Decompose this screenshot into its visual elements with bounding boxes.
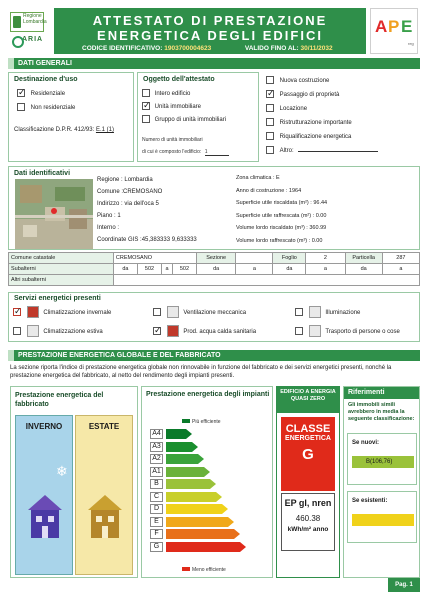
- option-passaggio-proprieta[interactable]: [266, 90, 339, 98]
- scale-bar-b: [166, 479, 210, 489]
- option-unita-immobiliare[interactable]: [142, 102, 201, 110]
- svc-trasporto[interactable]: [295, 325, 400, 337]
- ape-small-text: reg: [408, 41, 414, 46]
- document-title-bar: [54, 8, 366, 54]
- title-line-1: ATTESTATO DI PRESTAZIONE: [92, 13, 328, 28]
- inverno-panel: [15, 415, 73, 575]
- ape-logo: [370, 8, 418, 54]
- tap-icon: [167, 325, 179, 337]
- vol-riscaldato-value: 360.99: [309, 225, 327, 231]
- ape-letter-e: E: [401, 17, 413, 36]
- gis-value: 45,383333 9,633333: [141, 237, 197, 243]
- scale-bar-a2: [166, 454, 198, 464]
- oggetto-box: [137, 72, 259, 162]
- piu-efficiente-label: Più efficiente: [182, 419, 221, 425]
- scale-bar-g: [166, 542, 240, 552]
- classe-value: G: [302, 446, 314, 463]
- sup-raffrescata-row: Superficie utile raffrescata (m²) : 0.00: [236, 212, 327, 219]
- estate-label: ESTATE: [88, 422, 120, 431]
- energetica-title: ENERGETICA: [285, 435, 331, 442]
- altri-subalterni-value: [113, 275, 419, 286]
- impianti-title: Prestazione energetica degli impianti: [146, 391, 270, 398]
- scale-class-a1: A1: [150, 467, 163, 477]
- sub-a-label-4: a: [382, 264, 419, 275]
- non-residenziale-checkbox[interactable]: [17, 103, 25, 111]
- valid-value: 30/11/2032: [300, 45, 333, 52]
- sub-da-label-3: da: [273, 264, 306, 275]
- subalterni-label: Subalterni: [9, 264, 114, 275]
- intero-edificio-label: Intero edificio: [154, 90, 191, 97]
- residenziale-label: Residenziale: [30, 90, 66, 97]
- nuovi-value: B(106,76): [352, 456, 414, 468]
- sup-riscaldata-row: Superficie utile riscaldata (m²) : 96.44: [236, 200, 328, 206]
- nuova-costruzione-label: Nuova costruzione: [279, 77, 330, 84]
- scale-class-c: C: [150, 492, 163, 502]
- sub-a-label-2: a: [236, 264, 273, 275]
- section-prestazione-globale: PRESTAZIONE ENERGETICA GLOBALE E DEL FABBRICATO: [8, 350, 420, 361]
- lightbulb-icon: [309, 306, 321, 318]
- zona-climatica-row: Zona climatica : E: [236, 175, 280, 181]
- estate-panel: [75, 415, 133, 575]
- house-winter-icon: [16, 440, 74, 570]
- sezione-value: [236, 253, 273, 264]
- sub-da-label-4: da: [345, 264, 382, 275]
- scale-bar-a3: [166, 442, 192, 452]
- code-line: [54, 45, 366, 52]
- identificativi-left: [97, 177, 217, 249]
- aerial-photo: [15, 179, 93, 249]
- scale-class-g: G: [150, 542, 163, 552]
- piano-row: Piano : 1: [97, 213, 121, 219]
- sub-a-label-3: a: [306, 264, 345, 275]
- ape-letter-p: P: [388, 17, 400, 36]
- catasto-row-comune: [9, 253, 420, 264]
- identificativi-title: Dati identificativi: [14, 170, 71, 177]
- vol-riscaldato-row: Volume lordo riscaldato (m³) : 360.99: [236, 225, 327, 231]
- esistenti-label: Se esistenti:: [352, 498, 388, 504]
- riqualificazione-checkbox[interactable]: [266, 132, 274, 140]
- unita-immobiliare-label: Unità immobiliare: [154, 103, 202, 110]
- intero-edificio-checkbox[interactable]: [142, 89, 150, 97]
- aria-logo: ARIA: [10, 34, 50, 46]
- sub-a-label-1: a: [162, 264, 173, 275]
- valid-label: VALIDO FINO AL:: [244, 45, 299, 52]
- trasporto-label: Trasporto di persone o cose: [325, 328, 400, 335]
- altri-subalterni-label: Altri subalterni: [9, 275, 114, 286]
- nuovi-panel: [347, 433, 417, 485]
- scale-bar-c: [166, 492, 216, 502]
- comune-catastale-label: Comune catastale: [9, 253, 114, 264]
- gruppo-unita-checkbox[interactable]: [142, 115, 150, 123]
- riqualificazione-label: Riqualificazione energetica: [279, 133, 352, 140]
- option-riqualificazione[interactable]: [266, 132, 351, 140]
- sub-from-value: 502: [137, 264, 161, 275]
- radiator-icon: [27, 306, 39, 318]
- scale-bar-e: [166, 517, 228, 527]
- sub-to-value: 502: [172, 264, 196, 275]
- locazione-label: Locazione: [279, 105, 308, 112]
- oggetto-title: Oggetto dell'attestato: [143, 76, 215, 83]
- sezione-label: Sezione: [196, 253, 235, 264]
- option-non-residenziale[interactable]: [17, 103, 75, 111]
- section-dati-generali: DATI GENERALI: [8, 58, 420, 69]
- sub-da-label-2: da: [196, 264, 235, 275]
- acqua-calda-label: Prod. acqua calda sanitaria: [183, 328, 257, 335]
- motivo-list: [266, 76, 420, 160]
- inverno-label: INVERNO: [25, 422, 63, 431]
- fabbricato-box: [10, 386, 138, 578]
- ape-letter-a: A: [375, 17, 388, 36]
- classe-badge: [281, 417, 335, 491]
- servizi-title: Servizi energetici presenti: [14, 295, 101, 302]
- riferimenti-title: Riferimenti: [344, 387, 419, 399]
- gruppo-unita-label: Gruppo di unità immobiliari: [154, 116, 227, 123]
- comune-catastale-value: CREMOSANO: [113, 253, 196, 264]
- ristrutturazione-label: Ristrutturazione importante: [279, 119, 352, 126]
- svc-climatizzazione-estiva[interactable]: [13, 325, 103, 337]
- climatizzazione-invernale-label: Climatizzazione invernale: [43, 309, 112, 316]
- esistenti-value: [352, 514, 414, 526]
- vol-raffrescato-value: 0.00: [311, 237, 323, 244]
- piano-value: 1: [117, 213, 121, 219]
- illuminazione-label: Illuminazione: [325, 309, 361, 316]
- altro-input[interactable]: [298, 151, 378, 152]
- nuova-costruzione-checkbox[interactable]: [266, 76, 274, 84]
- ep-value: 460.38: [295, 514, 321, 523]
- regione-row: Regione : Lombardia: [97, 177, 153, 183]
- region-logo: Regione Lombardia: [10, 12, 44, 32]
- anno-costruzione-row: Anno di costruzione : 1964: [236, 187, 302, 194]
- catasto-table: [8, 252, 420, 286]
- anno-costruzione-value: 1964: [288, 187, 302, 194]
- meno-efficiente-label: Meno efficiente: [182, 567, 226, 573]
- ep-unit: kWh/m² anno: [287, 526, 329, 533]
- ventilazione-checkbox[interactable]: [153, 308, 161, 316]
- impianti-box: [141, 386, 273, 578]
- num-units-value: 1: [205, 149, 229, 156]
- scale-bar-f: [166, 529, 234, 539]
- comune-row: Comune :CREMOSANO: [97, 189, 163, 195]
- nzeb-text: EDIFICIO A ENERGIA QUASI ZERO: [277, 387, 339, 413]
- num-units-label-1: Numero di unità immobiliari: [142, 137, 203, 143]
- altro-label: Altro:: [279, 147, 294, 154]
- house-summer-icon: [76, 440, 134, 570]
- code-value: 1903700004623: [164, 45, 212, 52]
- scale-bar-a1: [166, 467, 204, 477]
- sup-riscaldata-value: 96.44: [313, 200, 328, 206]
- gis-row: Coordinate GIS :45,383333 9,633333: [97, 237, 197, 243]
- non-residenziale-label: Non residenziale: [30, 104, 76, 111]
- scale-bar-a4: [166, 429, 186, 439]
- option-nuova-costruzione[interactable]: [266, 76, 329, 84]
- climatizzazione-estiva-label: Climatizzazione estiva: [43, 328, 103, 335]
- destinazione-title: Destinazione d'uso: [14, 76, 78, 83]
- riferimenti-desc: Gli immobili simili avrebbero in media la seguente classificazione:: [348, 402, 415, 422]
- identificativi-right: [236, 175, 416, 250]
- sup-raffrescata-value: 0.00: [315, 212, 327, 219]
- catasto-row-altri: [9, 275, 420, 286]
- scale-class-a3: A3: [150, 442, 163, 452]
- trasporto-checkbox[interactable]: [295, 327, 303, 335]
- zona-climatica-value: E: [276, 175, 280, 181]
- foglio-label: Foglio: [273, 253, 306, 264]
- option-altro[interactable]: [266, 146, 378, 154]
- riferimenti-box: [343, 386, 420, 578]
- option-locazione[interactable]: [266, 104, 307, 112]
- option-residenziale[interactable]: [17, 89, 65, 97]
- ep-label: EP gl, nren: [284, 498, 332, 508]
- scale-class-b: B: [150, 479, 163, 489]
- scale-class-a4: A4: [150, 429, 163, 439]
- option-gruppo-unita[interactable]: [142, 115, 226, 123]
- climatizzazione-estiva-checkbox[interactable]: [13, 327, 21, 335]
- fabbricato-title: Prestazione energetica del fabbricato: [15, 392, 104, 408]
- classe-title: CLASSE: [285, 423, 331, 435]
- ristrutturazione-checkbox[interactable]: [266, 118, 274, 126]
- indirizzo-row: Indirizzo : via dell'oca 5: [97, 201, 159, 207]
- scale-class-a2: A2: [150, 454, 163, 464]
- classification-value: E.1 (1): [95, 127, 114, 133]
- interno-row: Interno :: [97, 225, 120, 231]
- classification: Classificazione D.P.R. 412/93: E.1 (1): [14, 127, 114, 133]
- fan-icon: [167, 306, 179, 318]
- sub-da-label-1: da: [113, 264, 137, 275]
- nuovi-label: Se nuovi:: [352, 440, 380, 446]
- vol-raffrescato-row: Volume lordo raffrescato (m³) : 0.00: [236, 237, 323, 244]
- climatizzazione-invernale-checkbox[interactable]: [13, 308, 21, 316]
- altro-checkbox[interactable]: [266, 146, 274, 154]
- passaggio-proprieta-checkbox[interactable]: [266, 90, 274, 98]
- scale-bar-d: [166, 504, 222, 514]
- servizi-box: [8, 292, 420, 342]
- svc-acqua-calda[interactable]: [153, 325, 256, 337]
- classe-box: [276, 386, 340, 578]
- num-units-line: di cui è composto l'edificio: 1: [142, 149, 229, 156]
- indirizzo-value: via dell'oca 5: [124, 201, 159, 207]
- destinazione-box: [8, 72, 134, 162]
- identificativi-box: [8, 166, 420, 250]
- scale-class-f: F: [150, 529, 163, 539]
- regione-value: Lombardia: [124, 177, 153, 183]
- ventilazione-label: Ventilazione meccanica: [183, 309, 247, 316]
- particella-label: Particella: [345, 253, 382, 264]
- particella-value: 287: [382, 253, 419, 264]
- scale-class-e: E: [150, 517, 163, 527]
- page-number: Pag. 1: [388, 578, 420, 592]
- comune-value: CREMOSANO: [123, 189, 163, 195]
- illuminazione-checkbox[interactable]: [295, 308, 303, 316]
- catasto-row-subalterni: [9, 264, 420, 275]
- foglio-value: 2: [306, 253, 345, 264]
- snowflake-icon: [27, 325, 39, 337]
- locazione-checkbox[interactable]: [266, 104, 274, 112]
- svc-illuminazione[interactable]: [295, 306, 360, 318]
- elevator-icon: [309, 325, 321, 337]
- svc-ventilazione-meccanica[interactable]: [153, 306, 246, 318]
- acqua-calda-checkbox[interactable]: [153, 327, 161, 335]
- svc-climatizzazione-invernale[interactable]: [13, 306, 111, 318]
- energy-scale: [142, 429, 274, 569]
- scale-class-d: D: [150, 504, 163, 514]
- option-intero-edificio[interactable]: [142, 89, 190, 97]
- residenziale-checkbox[interactable]: [17, 89, 25, 97]
- svg-text:❄: ❄: [56, 464, 68, 480]
- option-ristrutturazione[interactable]: [266, 118, 352, 126]
- title-line-2: ENERGETICA DEGLI EDIFICI: [97, 28, 323, 43]
- code-label: CODICE IDENTIFICATIVO:: [82, 45, 163, 52]
- esistenti-panel: [347, 491, 417, 543]
- ep-box: [281, 493, 335, 551]
- passaggio-proprieta-label: Passaggio di proprietà: [279, 91, 340, 98]
- unita-immobiliare-checkbox[interactable]: [142, 102, 150, 110]
- intro-text: La sezione riporta l'indice di prestazione energetica globale non rinnovabile in funzione del fabbricato e dei servizi energetici presenti, nonché la prestazione energetica del fabbricato, al netto del rendimento degli impianti presenti.: [10, 365, 392, 379]
